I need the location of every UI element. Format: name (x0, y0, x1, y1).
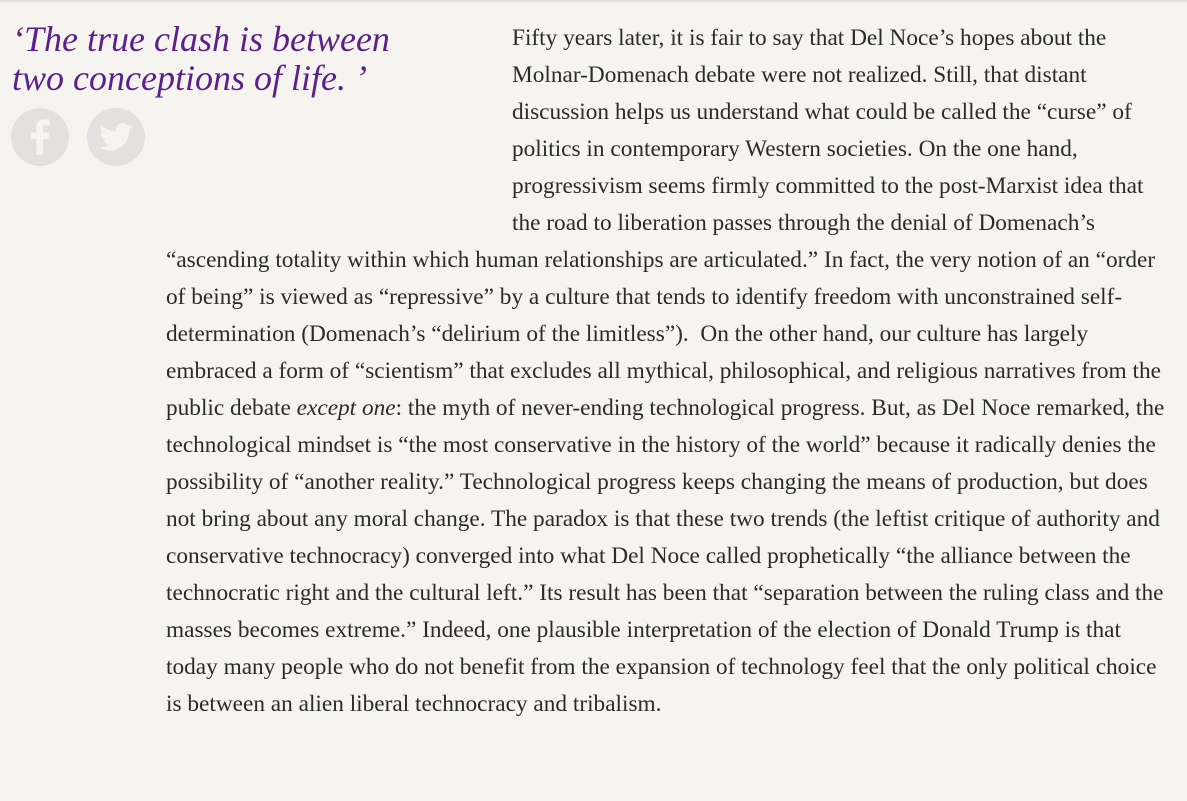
twitter-icon (99, 123, 133, 151)
article-body (166, 20, 1176, 723)
pull-quote-line-1: ‘The true clash is between (12, 19, 390, 59)
pull-quote-float-spacer (166, 20, 512, 242)
facebook-icon (29, 119, 51, 155)
twitter-share-button[interactable] (87, 108, 145, 166)
facebook-share-button[interactable] (11, 108, 69, 166)
top-divider-shadow (0, 0, 1187, 4)
article-text-part-2: : the myth of never-ending technological progress. But, as Del Noce remarked, the technological mindset is “the most conservative in the history of the world” because it radically denies the possibility of “another reality.” Technological progress keeps changing the means of production, but does not bring about any moral change. The paradox is that these two trends (the leftist critique of authority and conservative technocracy) converged into what Del Noce called prophetically “the alliance between the technocratic right and the cultural left.” Its result has been that “separation between the ruling class and the masses becomes extreme.” Indeed, one plausible interpretation of the election of Donald Trump is that today many people who do not benefit from the expansion of technology feel that the only political choice is between an alien liberal technocracy and tribalism. (166, 395, 1165, 717)
article-text-emphasis: except one (296, 395, 396, 421)
share-buttons (11, 108, 145, 166)
pull-quote-line-2: two conceptions of life. ’ (12, 58, 367, 98)
article-text-part-1: Fifty years later, it is fair to say that Del Noce’s hopes about the Molnar-Domenach debate were not realized. Still, that distant discussion helps us understand what could be called the “curse” of politics in contemporary Western societies. On the one hand, progressivism seems firmly committed to the post-Marxist idea that the road to liberation passes through the denial of Domenach’s “ascending totality within which human relationships are articulated.” In fact, the very notion of an “order of being” is viewed as “repressive” by a culture that tends to identify freedom with unconstrained self-determination (Domenach’s “delirium of the limitless”). On the other hand, our culture has largely embraced a form of “scientism” that excludes all mythical, philosophical, and religious narratives from the public debate (166, 25, 1161, 421)
